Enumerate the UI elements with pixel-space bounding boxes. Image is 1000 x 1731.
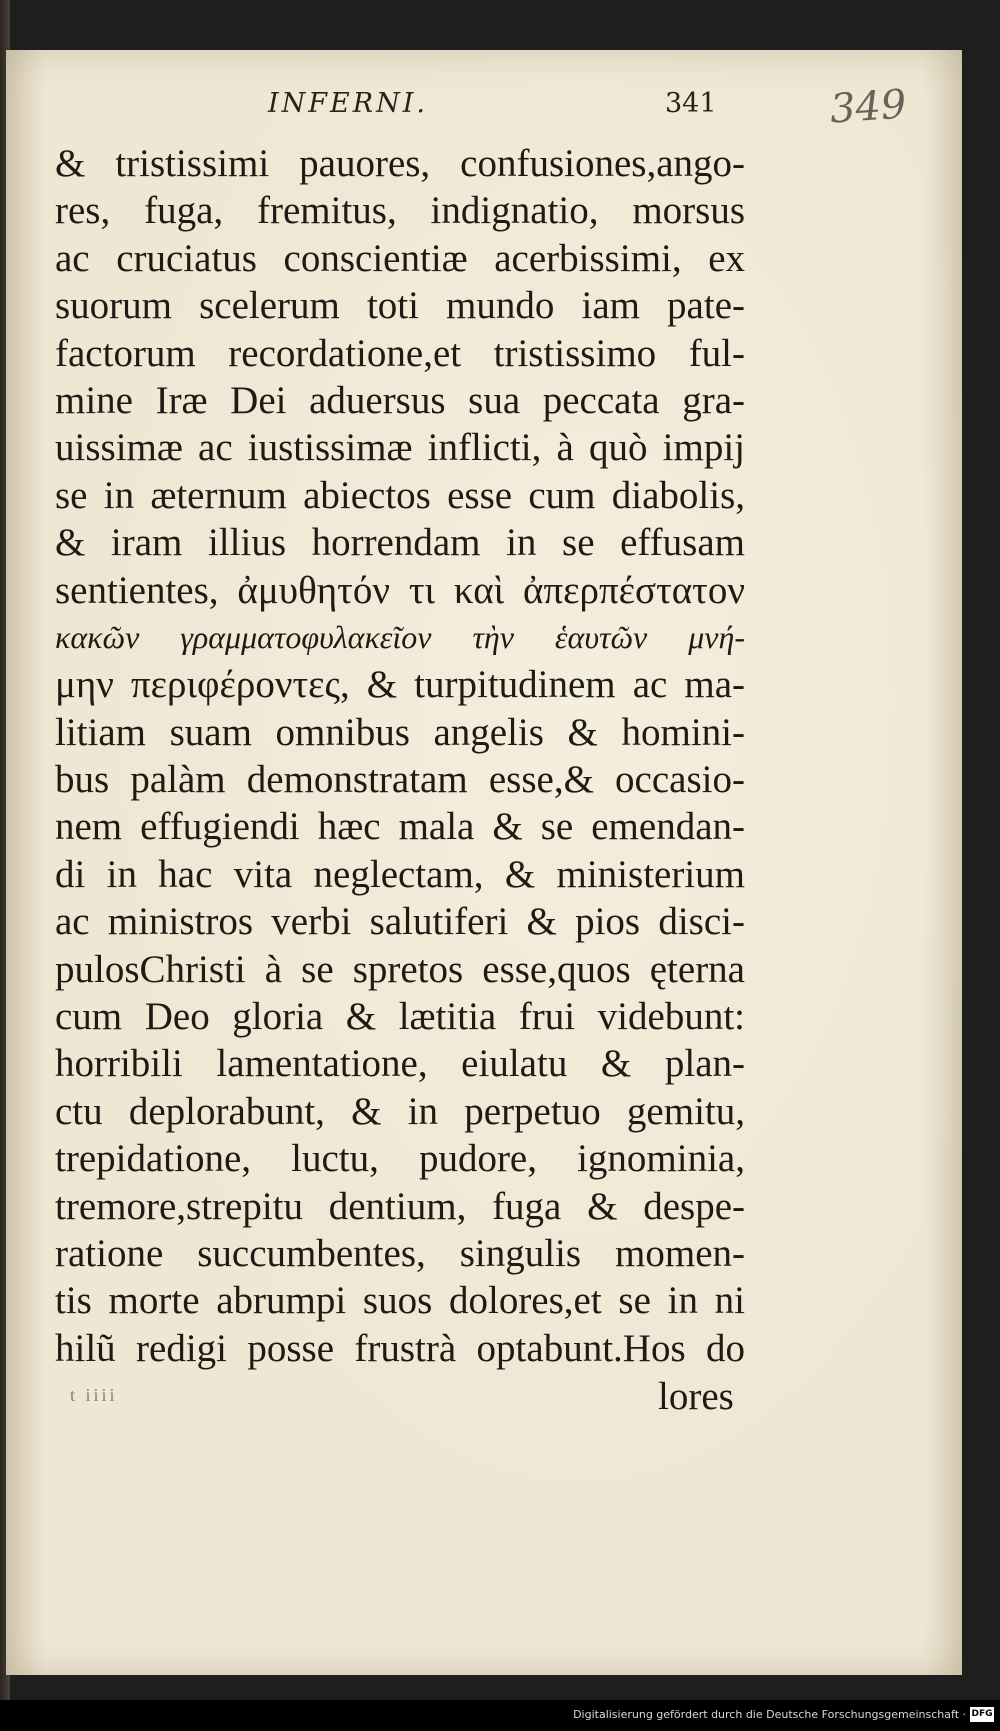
text-line: suorum scelerum toti mundo iam pate- — [55, 284, 745, 328]
running-head: INFERNI. — [268, 88, 428, 119]
text-line-greek: sentientes, ἀμυθητόν τι καὶ ἀπερπέστατον — [55, 568, 745, 612]
text-line: factorum recordatione,et tristissimo ful- — [55, 331, 745, 375]
text-line: pulosChristi à se spretos esse,quos ęterna — [55, 947, 745, 991]
catchword: lores — [658, 1375, 734, 1418]
text-line: uissimæ ac iustissimæ inflicti, à quò impij — [55, 426, 745, 470]
text-line: & tristissimi pauores, confusiones,ango- — [55, 142, 745, 185]
text-line: ac cruciatus conscientiæ acerbissimi, ex — [55, 236, 745, 280]
text-line-greek: κακῶν γραμματοφυλακεῖον τὴν ἑαυτῶν μνή- — [55, 618, 745, 655]
page-number: 341 — [665, 88, 717, 119]
text-line: horribili lamentatione, eiulatu & plan- — [55, 1042, 745, 1086]
text-line: tremore,strepitu dentium, fuga & despe- — [55, 1184, 745, 1228]
body-text — [55, 140, 745, 1372]
text-line: di in hac vita neglectam, & ministerium — [55, 852, 745, 896]
handwritten-folio-number: 349 — [828, 81, 908, 133]
text-line: mine Iræ Dei aduersus sua peccata gra- — [55, 378, 745, 422]
text-line-greek: μην περιφέροντες, & turpitudinem ac ma- — [55, 663, 745, 707]
text-line: se in æternum abiectos esse cum diabolis, — [55, 473, 745, 517]
text-line: cum Deo gloria & lætitia frui videbunt: — [55, 995, 745, 1039]
text-line: & iram illius horrendam in se effusam — [55, 521, 745, 565]
dfg-logo: DFG — [970, 1707, 994, 1722]
text-line: res, fuga, fremitus, indignatio, morsus — [55, 189, 745, 233]
text-line: nem effugiendi hæc mala & se emendan- — [55, 805, 745, 849]
text-line: hilũ redigi posse frustrà optabunt.Hos do — [55, 1326, 745, 1370]
text-line: ratione succumbentes, singulis momen- — [55, 1231, 745, 1275]
text-line: ac ministros verbi salutiferi & pios disci- — [55, 900, 745, 944]
text-line: trepidatione, luctu, pudore, ignominia, — [55, 1137, 745, 1181]
digitization-credit: Digitalisierung gefördert durch die Deutsche Forschungsgemeinschaft · — [573, 1708, 966, 1721]
text-line: ctu deplorabunt, & in perpetuo gemitu, — [55, 1089, 745, 1133]
signature-mark: t iiii — [70, 1385, 118, 1405]
text-line: bus palàm demonstratam esse,& occasio- — [55, 758, 745, 802]
text-line: tis morte abrumpi suos dolores,et se in ni — [55, 1279, 745, 1323]
text-line: litiam suam omnibus angelis & homini- — [55, 710, 745, 754]
